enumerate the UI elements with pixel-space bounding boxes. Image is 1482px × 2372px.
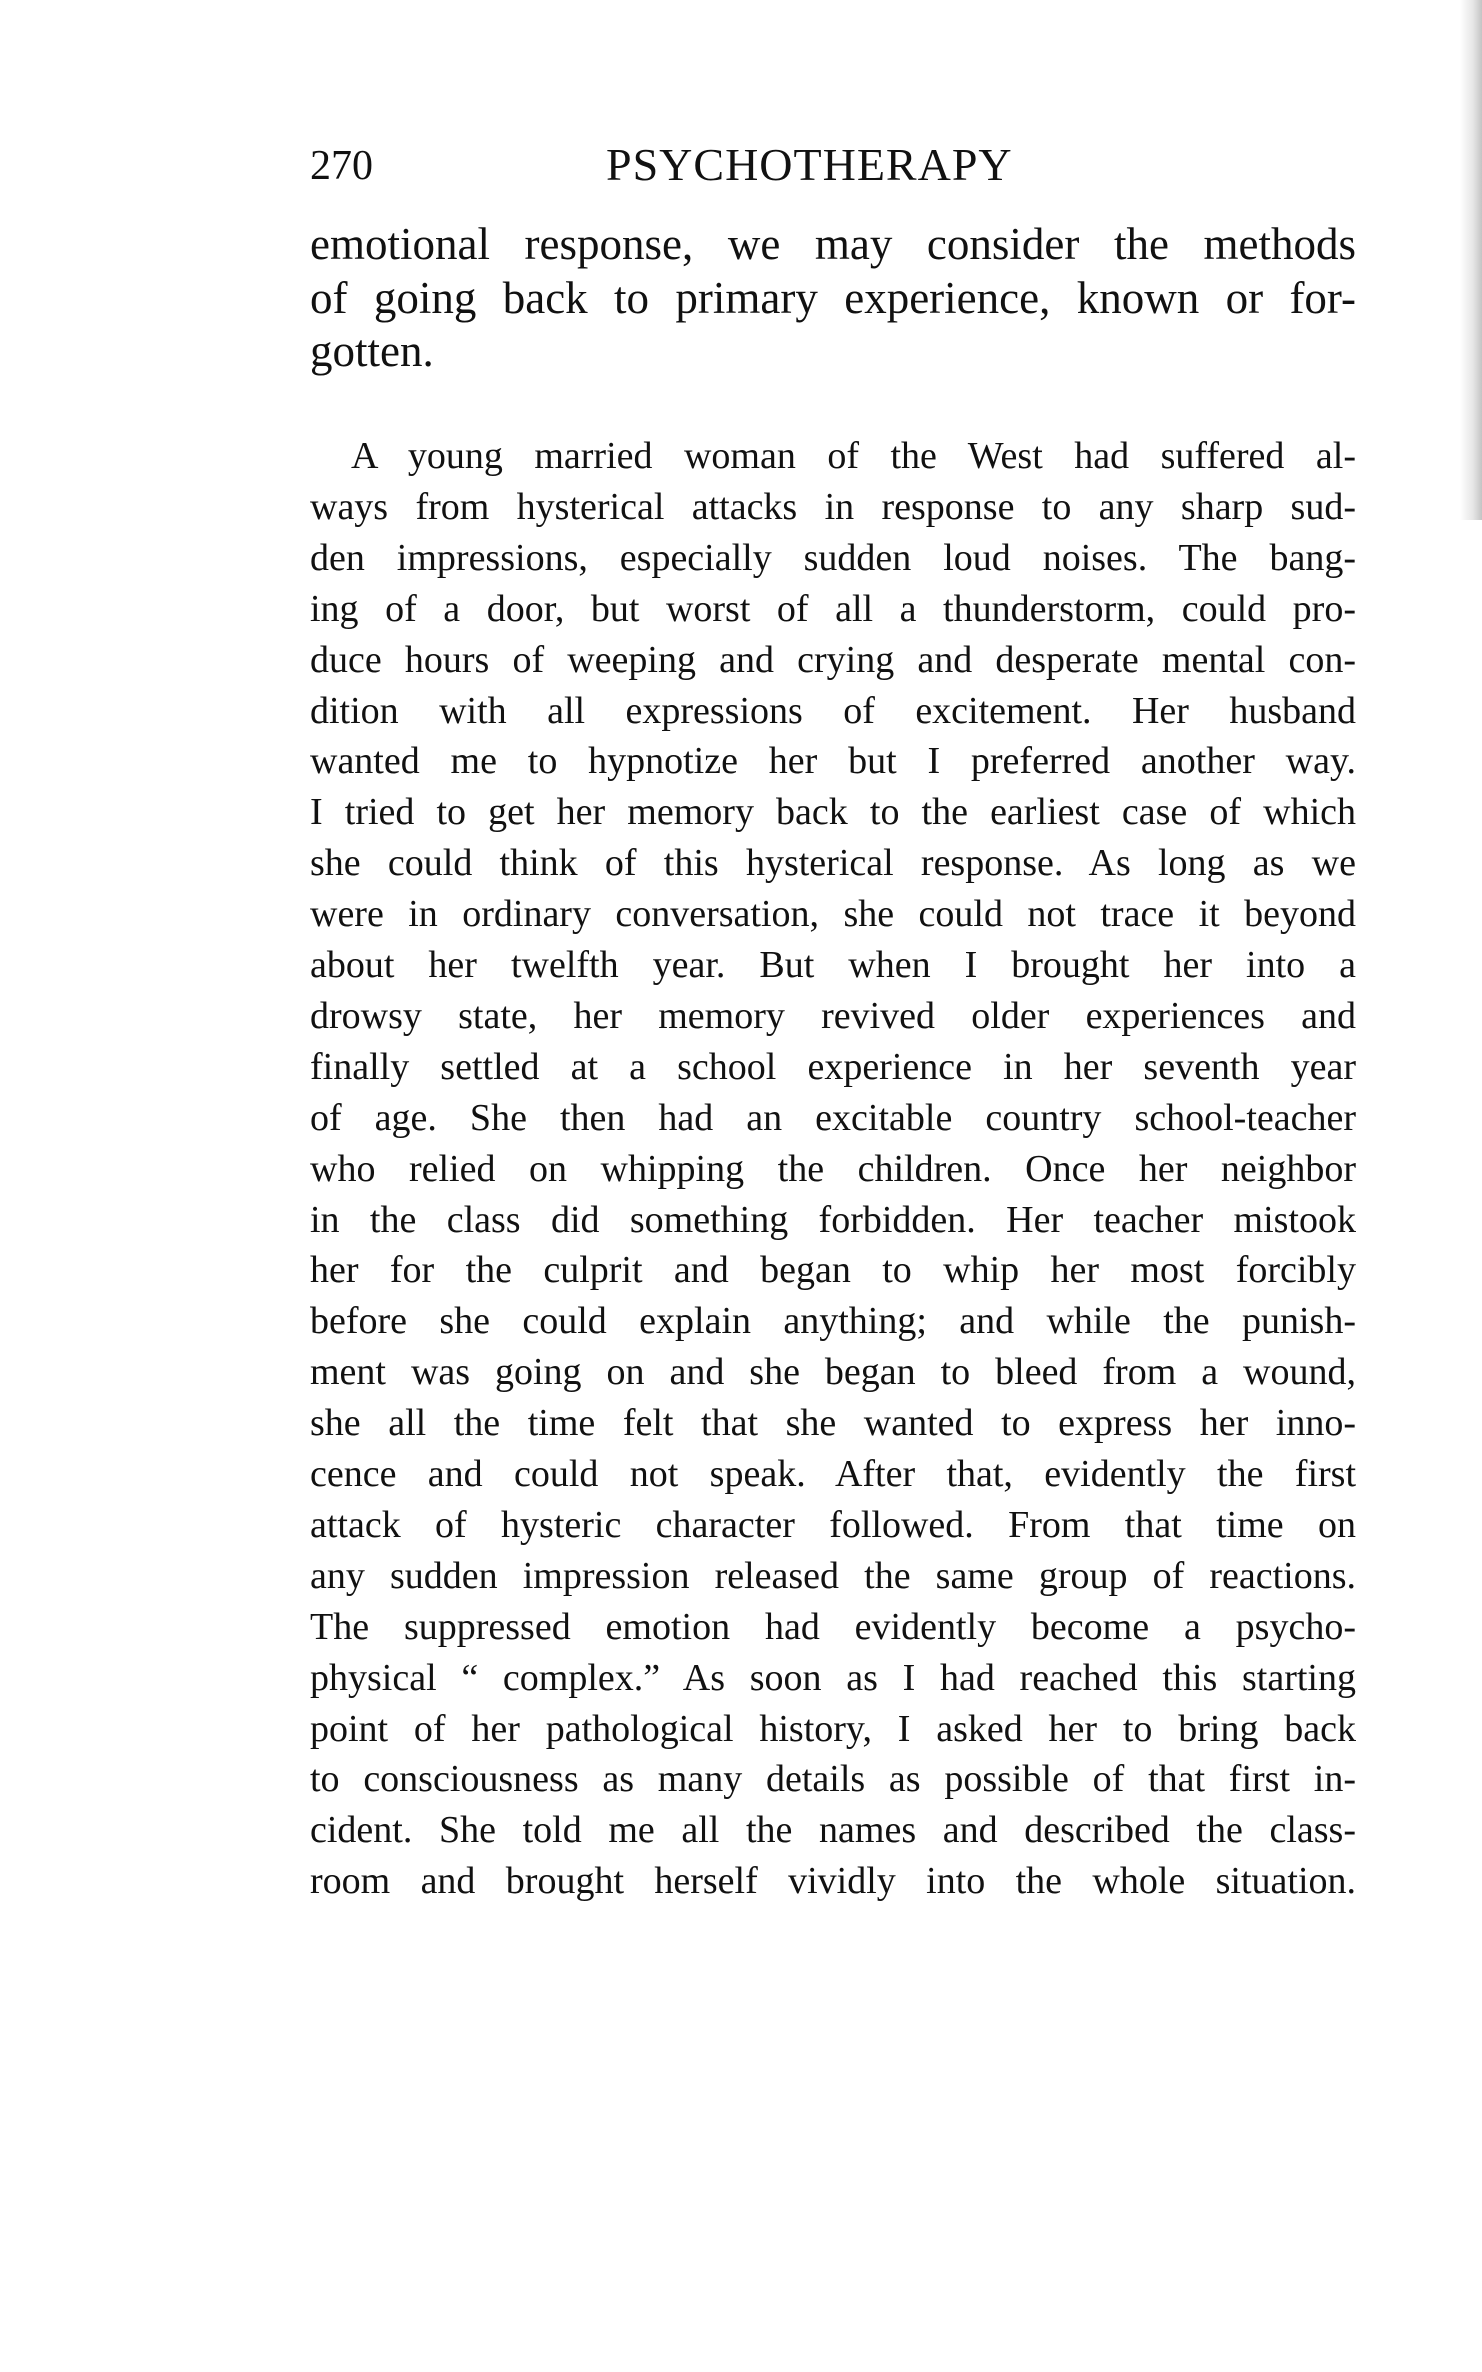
text-line: of age. She then had an excitable country school-teacher bbox=[310, 1096, 1356, 1139]
text-line: emotional response, we may consider the methods bbox=[310, 219, 1356, 269]
text-line: The suppressed emotion had evidently become a psycho- bbox=[310, 1605, 1356, 1648]
text-line: any sudden impression released the same group of reactions. bbox=[310, 1554, 1356, 1597]
text-line: finally settled at a school experience in her seventh year bbox=[310, 1045, 1356, 1088]
text-line: drowsy state, her memory revived older experiences and bbox=[310, 994, 1356, 1037]
text-line: point of her pathological history, I asked her to bring back bbox=[310, 1707, 1356, 1750]
text-line: dition with all expressions of excitement. Her husband bbox=[310, 689, 1356, 732]
text-line: A young married woman of the West had suffered al- bbox=[351, 435, 1356, 477]
text-line: were in ordinary conversation, she could not trace it beyond bbox=[310, 893, 1356, 936]
text-line: she could think of this hysterical response. As long as we bbox=[310, 842, 1356, 885]
text-line: ing of a door, but worst of all a thunderstorm, could pro- bbox=[310, 587, 1356, 630]
text-line: about her twelfth year. But when I brought her into a bbox=[310, 944, 1356, 986]
text-line: cence and could not speak. After that, evidently the first bbox=[310, 1453, 1356, 1495]
text-line: she all the time felt that she wanted to express her inno- bbox=[310, 1402, 1356, 1445]
text-line: gotten. bbox=[310, 326, 434, 376]
text-line: ways from hysterical attacks in response to any sharp sud- bbox=[310, 485, 1356, 528]
text-line: her for the culprit and began to whip her most forcibly bbox=[310, 1249, 1356, 1292]
text-line: to consciousness as many details as possible of that first in- bbox=[310, 1758, 1356, 1801]
text-line: wanted me to hypnotize her but I preferred another way. bbox=[310, 740, 1356, 783]
text-line: before she could explain anything; and while the punish- bbox=[310, 1300, 1356, 1343]
text-line: room and brought herself vividly into the whole situation. bbox=[310, 1860, 1356, 1903]
text-line: I tried to get her memory back to the earliest case of which bbox=[310, 791, 1356, 834]
text-line: physical “ complex.” As soon as I had reached this starting bbox=[310, 1656, 1356, 1699]
text-line: duce hours of weeping and crying and desperate mental con- bbox=[310, 638, 1356, 681]
running-title: PSYCHOTHERAPY bbox=[606, 139, 1013, 190]
text-line: ment was going on and she began to bleed from a wound, bbox=[310, 1351, 1356, 1394]
text-line: who relied on whipping the children. Once her neighbor bbox=[310, 1147, 1356, 1190]
text-line: in the class did something forbidden. Her teacher mistook bbox=[310, 1198, 1356, 1241]
text-line: cident. She told me all the names and described the class- bbox=[310, 1809, 1356, 1852]
scan-page-edge bbox=[1460, 0, 1482, 520]
page-number: 270 bbox=[310, 143, 373, 189]
text-line: den impressions, especially sudden loud noises. The bang- bbox=[310, 536, 1356, 579]
text-line: of going back to primary experience, known or for- bbox=[310, 273, 1356, 323]
text-line: attack of hysteric character followed. From that time on bbox=[310, 1503, 1356, 1546]
